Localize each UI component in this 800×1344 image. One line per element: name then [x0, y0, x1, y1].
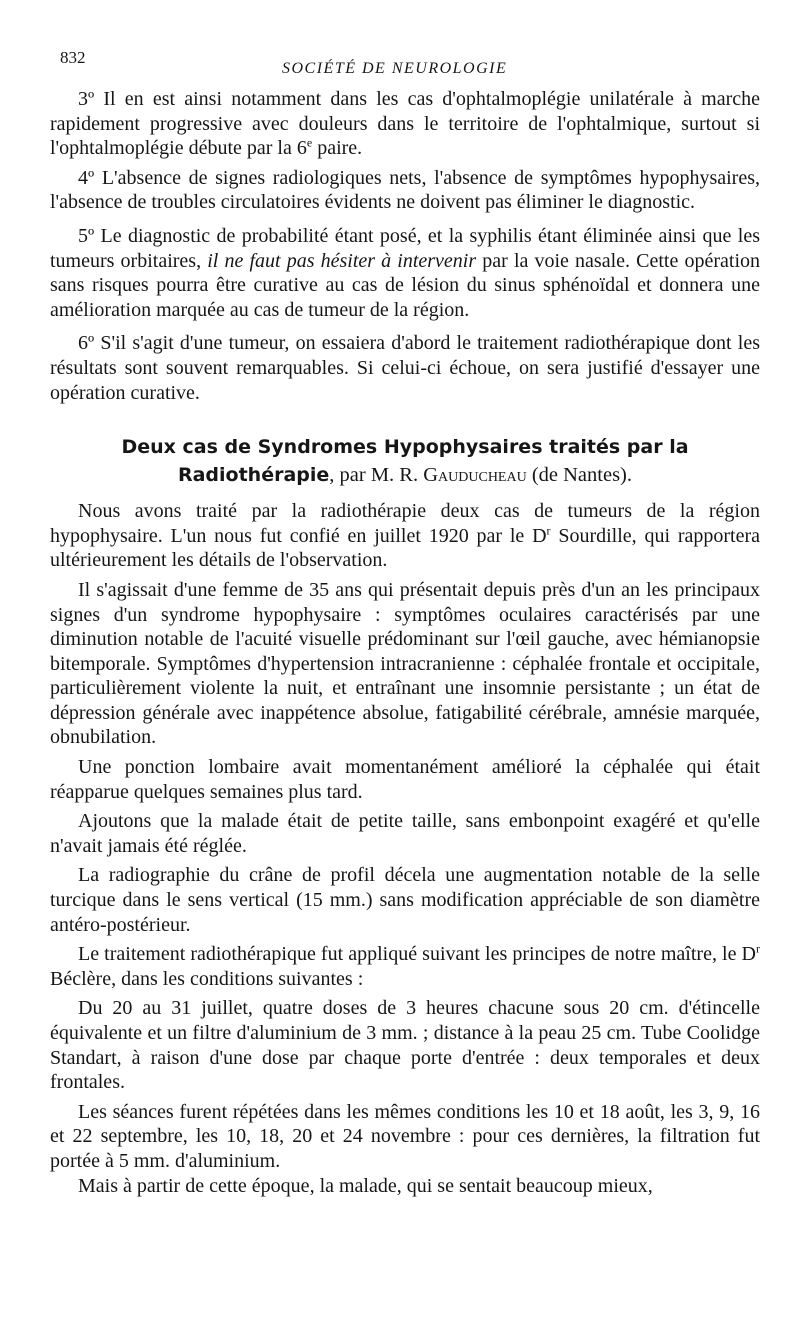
paragraph-point-5-end: par la voie nasale. Cette opération sans risques pourra être curative au cas de lésion du sinus sphénoïdal et donnera une amélioration marquée au cas de tumeur de la région.	[50, 249, 761, 321]
section-title-by: , par M. R.	[329, 464, 424, 487]
paragraph-continuation: Mais à partir de cette époque, la malade, qui se sentait beaucoup mieux,	[78, 1174, 653, 1197]
page-header	[60, 48, 760, 78]
paragraph-sessions: Les séances furent répétées dans les mêmes conditions les 10 et 18 août, les 3, 9, 16 et 22 septembre, les 10, 18, 20 et 24 novembre : pour ces dernières, la filtration fut portée à 5 mm. d'aluminium.	[50, 1100, 760, 1172]
section-author: Gauducheau	[423, 464, 527, 487]
paragraph-lumbar-puncture: Une ponction lombaire avait momentanément amélioré la céphalée qui était réapparue quelques semaines plus tard.	[50, 756, 760, 803]
page-body	[50, 87, 760, 1198]
section-title	[50, 433, 760, 489]
paragraph-point-5-start: 5º Le diagnostic de probabilité étant posé, et la syphilis étant éliminée ainsi que les tumeurs orbitaires,	[50, 224, 760, 272]
paragraph-doses: Du 20 au 31 juillet, quatre doses de 3 heures chacune sous 20 cm. d'étincelle équivalente et un filtre d'aluminium de 3 mm. ; distance à la peau 25 cm. Tube Coolidge Standart, à raison d'une dose par chaque porte d'entrée : deux temporales et deux frontales.	[50, 997, 760, 1094]
paragraph-point-5-emphasis: il ne faut pas hésiter à intervenir	[207, 249, 477, 272]
running-head: SOCIÉTÉ DE NEUROLOGIE	[282, 60, 508, 77]
paragraph-point-5	[50, 224, 760, 322]
paragraph-point-4: 4º L'absence de signes radiologiques nets, l'absence de symptômes hypophysaires, l'absence de troubles circulatoires évidents ne doivent pas éliminer le diagnostic.	[50, 166, 760, 214]
paragraph-radiography: La radiographie du crâne de profil décela une augmentation notable de la selle turcique dans le sens vertical (15 mm.) sans modification appréciable de son diamètre antéro-postérieur.	[50, 864, 760, 936]
page-number: 832	[60, 48, 86, 67]
paragraph-treatment: Le traitement radiothérapique fut appliqué suivant les principes de notre maître, le $D^r$ Béclère, dans les conditions suivantes :	[50, 941, 760, 990]
paragraph-point-3: 3º Il en est ainsi notamment dans les cas d'ophtalmoplégie unilatérale à marche rapidement progressive avec douleurs dans le territoire de l'ophtalmique, surtout si l'ophtalmoplégie débute par la 6e paire.	[50, 88, 760, 160]
section-origin: (de Nantes).	[526, 464, 633, 487]
paragraph-patient-stature: Ajoutons que la malade était de petite taille, sans embonpoint exagéré et qu'elle n'avait jamais été réglée.	[50, 810, 760, 857]
paragraph-case-description: Il s'agissait d'une femme de 35 ans qui présentait depuis près d'un an les principaux signes d'un syndrome hypophysaire : symptômes oculaires caractérisés par une diminution notable de l'acuité visuelle prédominant sur l'œil gauche, avec hémianopsie bitemporale. Symptômes d'hypertension intracranienne : céphalée frontale et occipitale, particulièrement violente la nuit, et entraînant une insomnie persistante ; un état de dépression générale avec inappétence absolue, fatigabilité cérébrale, amnésie marquée, obnubilation.	[50, 578, 760, 749]
section-title-main: Deux cas de Syndromes Hypophysaires traités par la Radiothérapie	[121, 436, 689, 487]
paragraph-intro: Nous avons traité par la radiothérapie deux cas de tumeurs de la région hypophysaire. L'un nous fut confié en juillet 1920 par le $D^r$ Sourdille, qui rapportera ultérieurement les détails de l'observation.	[50, 500, 760, 572]
paragraph-point-6: 6º S'il s'agit d'une tumeur, on essaiera d'abord le traitement radiothérapique dont les résultats sont souvent remarquables. Si celui-ci échoue, on sera justifié d'essayer une opération curative.	[50, 332, 760, 404]
